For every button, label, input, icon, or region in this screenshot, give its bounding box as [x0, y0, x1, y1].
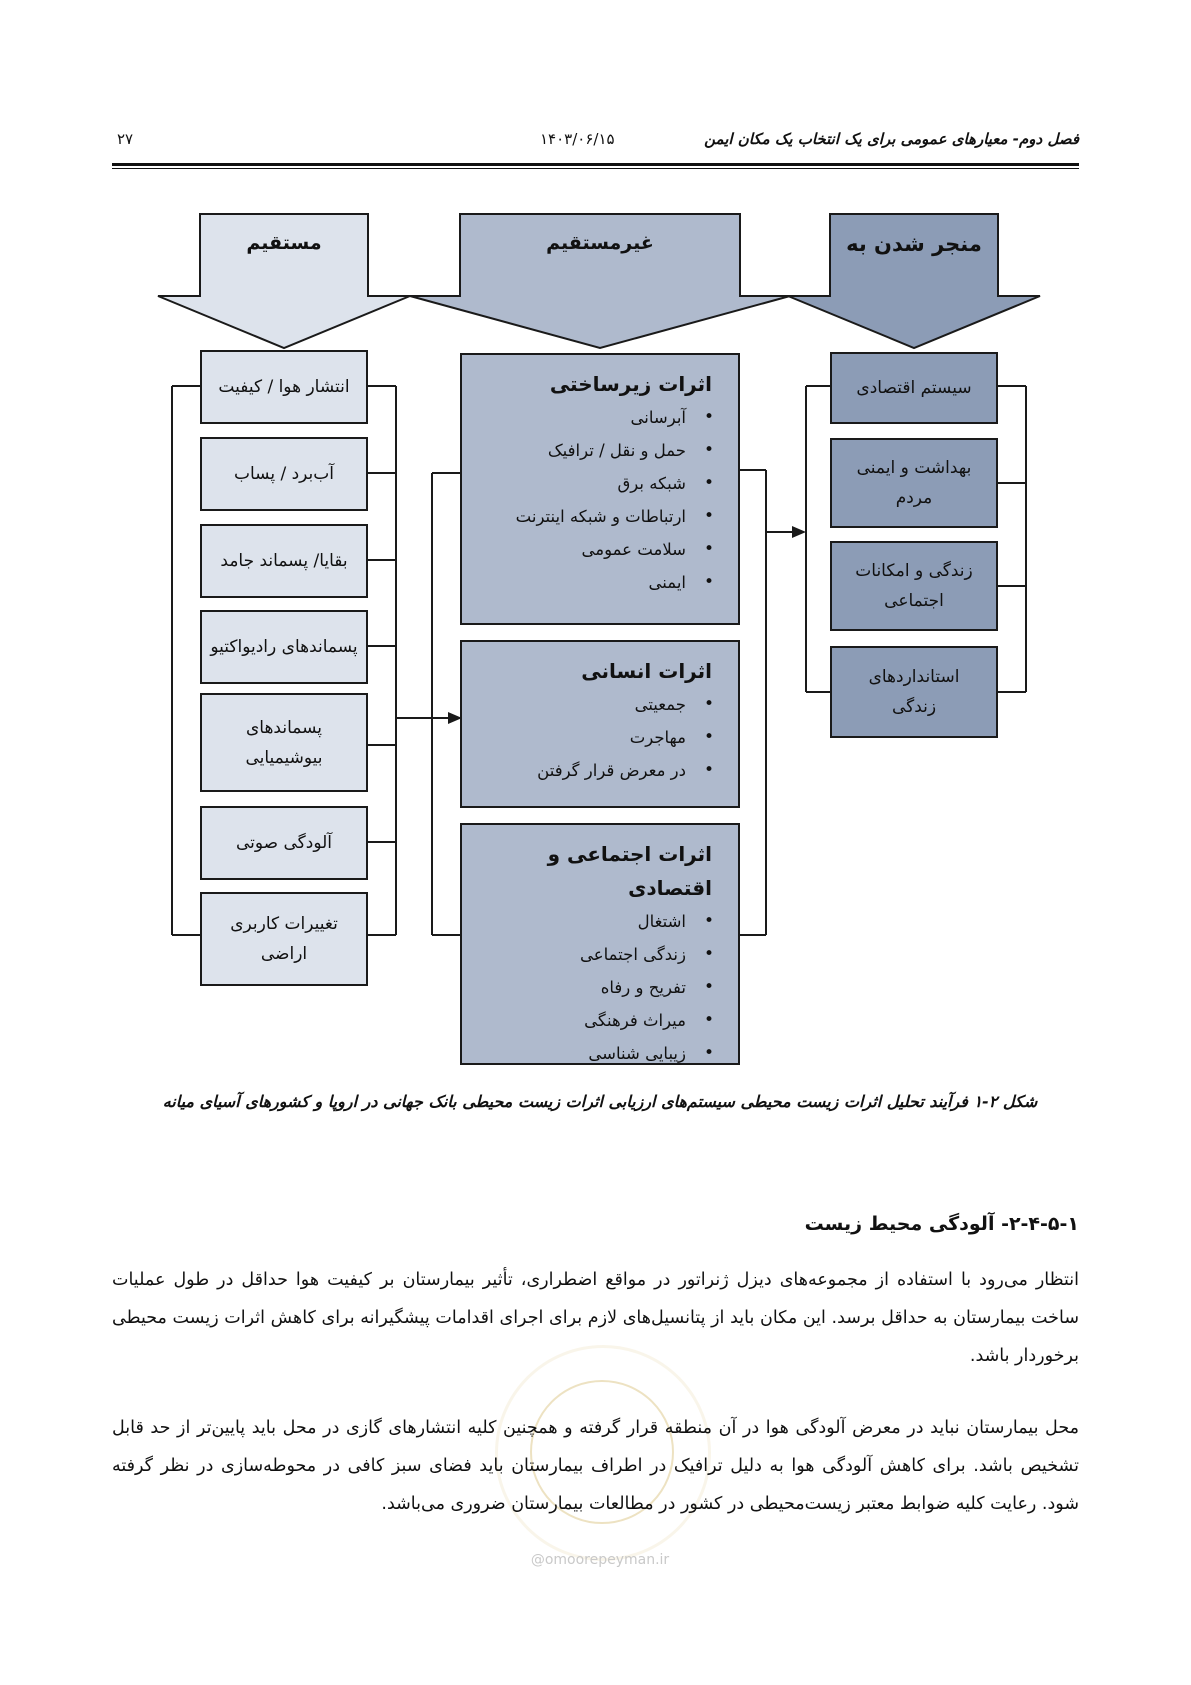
list-item: • زیبایی شناسی	[472, 1037, 686, 1070]
group-infrastructure-effects	[460, 353, 740, 625]
right-item-public-health-safety: بهداشت و ایمنی مردم	[830, 438, 998, 528]
left-item-air-emission: انتشار هوا / کیفیت	[200, 350, 368, 424]
left-item-wastewater: آب‌برد / پساب	[200, 437, 368, 511]
group-socioeconomic-effects	[460, 823, 740, 1065]
list-item: • اشتغال	[472, 905, 686, 938]
leads-to-header: منجر شدن به	[846, 232, 982, 256]
group-list	[472, 401, 712, 599]
group-title: اثرات زیرساختی	[549, 372, 712, 396]
list-item: • در معرض قرار گرفتن	[472, 754, 686, 787]
left-item-noise-pollution: آلودگی صوتی	[200, 806, 368, 880]
left-item-solid-waste: بقایا/ پسماند جامد	[200, 524, 368, 598]
watermark-text: @omoorepeyman.ir	[530, 1552, 670, 1568]
indirect-header: غیرمستقیم	[546, 232, 654, 254]
list-item: • سلامت عمومی	[472, 533, 686, 566]
chapter-title: فصل دوم- معیارهای عمومی برای یک انتخاب یک مکان ایمن	[704, 130, 1079, 148]
list-item: • مهاجرت	[472, 721, 686, 754]
group-list	[472, 905, 712, 1070]
header-date: ۱۴۰۳/۰۶/۱۵	[540, 130, 615, 148]
list-item: • میراث فرهنگی	[472, 1004, 686, 1037]
list-item: • جمعیتی	[472, 688, 686, 721]
section-heading: ۲-۴-۵-۱- آلودگی محیط زیست	[804, 1213, 1079, 1235]
paragraph-2: محل بیمارستان نباید در معرض آلودگی هوا در آن منطقه قرار گرفته و همچنین کلیه انتشارهای گازی در محل باید پایین‌تر از حد قابل تشخیص باشد. برای کاهش آلودگی هوا به دلیل ترافیک در اطراف بیمارستان باید فضای سبز کافی در محوطه‌سازی در نظر گرفته شود. رعایت کلیه ضوابط معتبر زیست‌محیطی در کشور در مطالعات بیمارستان ضروری می‌باشد.	[112, 1418, 1079, 1514]
list-item: • زندگی اجتماعی	[472, 938, 686, 971]
group-title: اثرات انسانی	[581, 659, 712, 683]
list-item: • حمل و نقل / ترافیک	[472, 434, 686, 467]
list-item: • ایمنی	[472, 566, 686, 599]
list-item: • تفریح و رفاه	[472, 971, 686, 1004]
right-item-living-standards: استانداردهای زندگی	[830, 646, 998, 738]
mid-to-right-arrowhead	[792, 526, 806, 538]
list-item: • ارتباطات و شبکه اینترنت	[472, 500, 686, 533]
direct-header: مستقیم	[246, 232, 322, 254]
left-item-land-use-change: تغییرات کاربری اراضی	[200, 892, 368, 986]
right-item-social-life: زندگی و امکانات اجتماعی	[830, 541, 998, 631]
group-human-effects	[460, 640, 740, 808]
figure-caption: شکل ۲-۱ فرآیند تحلیل اثرات زیست محیطی سیستم‌های ارزیابی اثرات زیست محیطی بانک جهانی در اروپا و کشورهای آسیای میانه	[162, 1092, 1038, 1111]
left-item-radioactive-waste: پسماندهای رادیواکتیو	[200, 610, 368, 684]
page-number: ۲۷	[117, 130, 134, 148]
list-item: • شبکه برق	[472, 467, 686, 500]
paragraph-1: انتظار می‌رود با استفاده از مجموعه‌های دیزل ژنراتور در مواقع اضطراری، تأثیر بیمارستان بر کیفیت هوا حداقل در طول عملیات ساخت بیمارستان به حداقل برسد. این مکان باید از پتانسیل‌های لازم برای اجرای اقدامات پیشگیرانه برای کاهش اثرات زیست محیطی برخوردار باشد.	[112, 1270, 1079, 1366]
group-list	[472, 688, 712, 787]
group-title: اثرات اجتماعی و اقتصادی	[547, 842, 712, 900]
list-item: • آبرسانی	[472, 401, 686, 434]
right-item-economic-system: سیستم اقتصادی	[830, 352, 998, 424]
left-item-biochemical-waste: پسماندهای بیوشیمیایی	[200, 693, 368, 792]
